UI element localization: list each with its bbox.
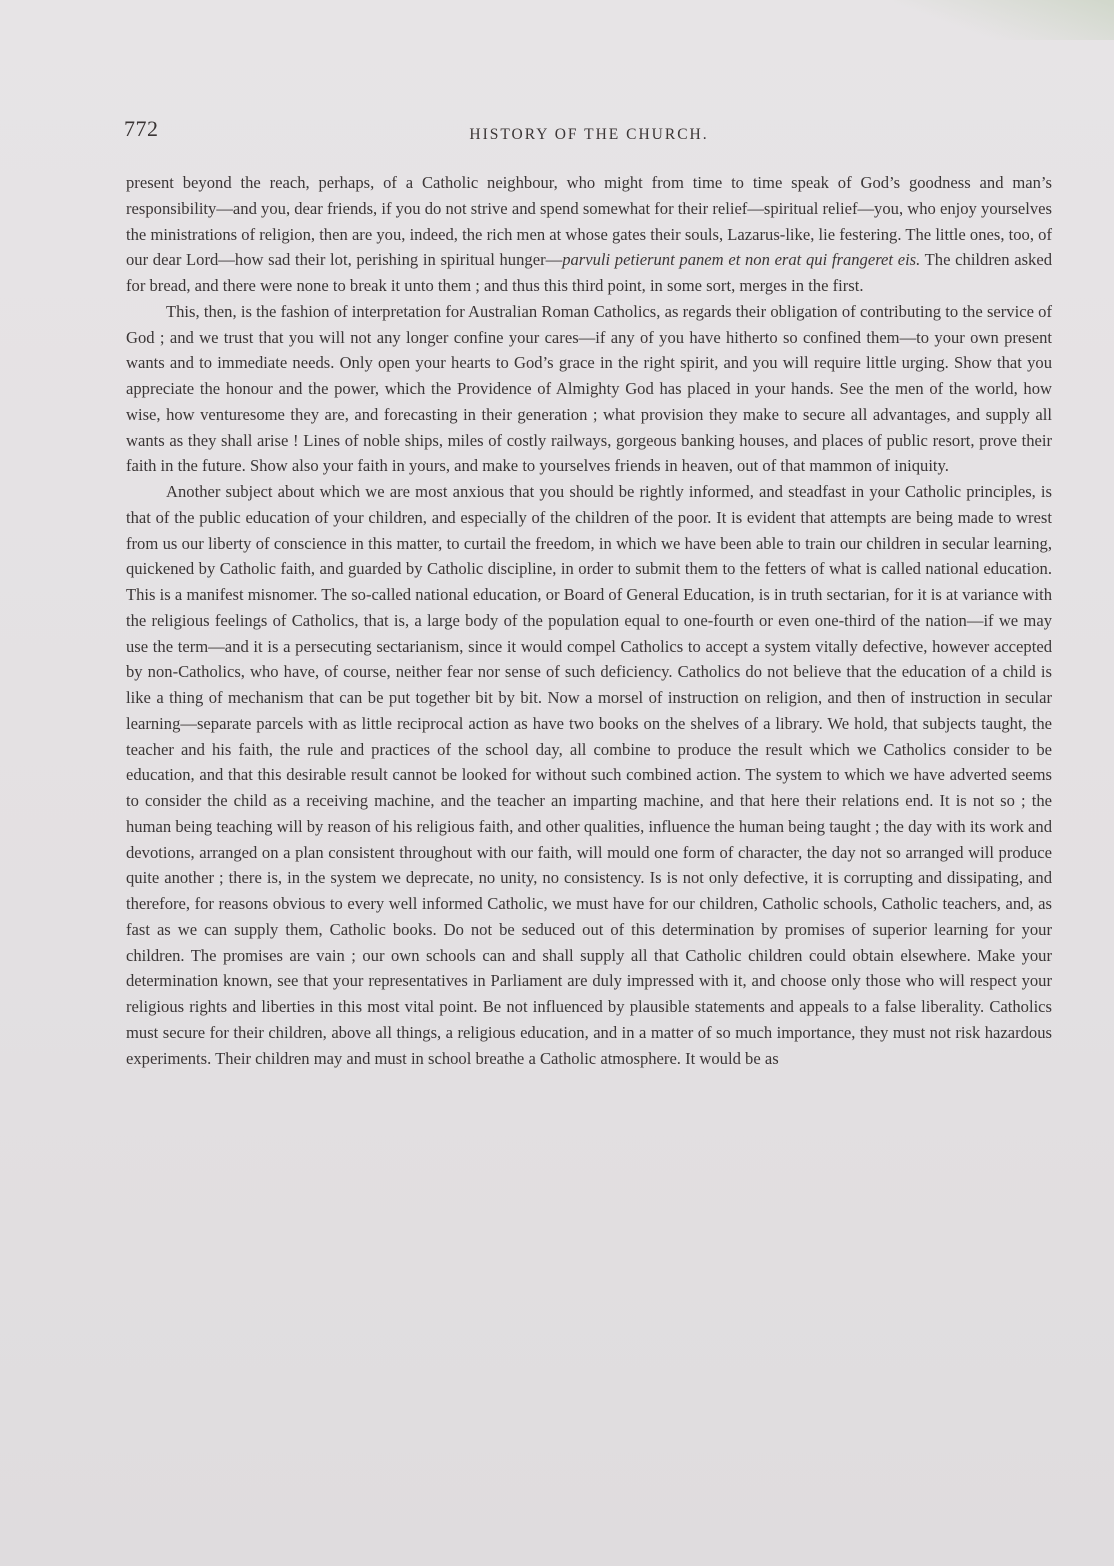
page-corner-shading bbox=[894, 0, 1114, 40]
latin-quotation: parvuli petierunt panem et non erat qui frangeret eis. bbox=[562, 250, 921, 270]
paragraph-1 bbox=[126, 170, 1052, 299]
page-header bbox=[124, 116, 1054, 150]
paragraph-3: Another subject about which we are most anxious that you should be rightly informed, and steadfast in your Catholic principles, is that of the public education of your children, and especially of the children of the poor. It is evident that attempts are being made to wrest from us our liberty of conscience in this matter, to curtail the freedom, in which we have been able to train our children in secular learning, quickened by Catholic faith, and guarded by Catholic discipline, in order to submit them to the fetters of what is called national education. This is a manifest misnomer. The so-called national education, or Board of General Education, is in truth sectarian, for it is at variance with the religious feelings of Catholics, that is, a large body of the population equal to one-fourth or even one-third of the nation—if we may use the term—and it is a persecuting sectarianism, since it would compel Catholics to accept a system vitally defective, however accepted by non-Catholics, who have, of course, neither fear nor sense of such deficiency. Catholics do not believe that the education of a child is like a thing of mechanism that can be put together bit by bit. Now a morsel of instruction on religion, and then of instruction in secular learning—separate parcels with as little reciprocal action as have two books on the shelves of a library. We hold, that subjects taught, the teacher and his faith, the rule and practices of the school day, all combine to produce the result which we Catholics consider to be education, and that this desirable result cannot be looked for without such combined action. The system to which we have adverted seems to consider the child as a receiving machine, and the teacher an imparting machine, and that here their relations end. It is not so ; the human being teaching will by reason of his religious faith, and other qualities, influence the human being taught ; the day with its work and devotions, arranged on a plan consistent throughout with our faith, will mould one form of character, the day not so arranged will produce quite another ; there is, in the system we deprecate, no unity, no consistency. Is is not only defective, it is corrupting and dissipating, and therefore, for reasons obvious to every well informed Catholic, we must have for our children, Catholic schools, Catholic teachers, and, as fast as we can supply them, Catholic books. Do not be seduced out of this determination by promises of superior learning for your children. The promises are vain ; our own schools can and shall supply all that Catholic children could obtain elsewhere. Make your determination known, see that your representatives in Parliament are duly impressed with it, and choose only those who will respect your religious rights and liberties in this most vital point. Be not influenced by plausible statements and appeals to a false liberality. Catholics must secure for their children, above all things, a religious education, and in a matter of so much importance, they must not risk hazardous experiments. Their children may and must in school breathe a Catholic atmosphere. It would be as bbox=[126, 482, 1052, 1068]
paragraph-1-continuation: The children asked for bread, and there were none to break it unto them ; and thus this third point, in some sort, merges in the first. bbox=[126, 250, 1052, 295]
body-text bbox=[126, 170, 1052, 1071]
running-head: HISTORY OF THE CHURCH. bbox=[469, 126, 709, 143]
page-number: 772 bbox=[124, 116, 159, 141]
paragraph-1-text: present beyond the reach, perhaps, of a Catholic neighbour, who might from time to time speak of God’s goodness and man’s responsibility—and you, dear friends, if you do not strive and spend somewhat for their relief—spiritual relief—you, who enjoy yourselves the ministrations of religion, then are you, indeed, the rich men at whose gates their souls, Lazarus-like, lie festering. The little ones, too, of our dear Lord—how sad their lot, perishing in spiritual hunger— bbox=[126, 173, 1052, 270]
paragraph-2: This, then, is the fashion of interpretation for Australian Roman Catholics, as regards their obligation of contributing to the service of God ; and we trust that you will not any longer confine your cares—if any of you have hitherto so confined them—to your own present wants and to immediate needs. Only open your hearts to God’s grace in the right spirit, and you will require little urging. Show that you appreciate the honour and the power, which the Providence of Almighty God has placed in your hands. See the men of the world, how wise, how venturesome they are, and forecasting in their generation ; what provision they make to secure all advantages, and supply all wants as they shall arise ! Lines of noble ships, miles of costly railways, gorgeous banking houses, and places of public resort, prove their faith in the future. Show also your faith in yours, and make to yourselves friends in heaven, out of that mammon of iniquity. bbox=[126, 301, 1052, 476]
